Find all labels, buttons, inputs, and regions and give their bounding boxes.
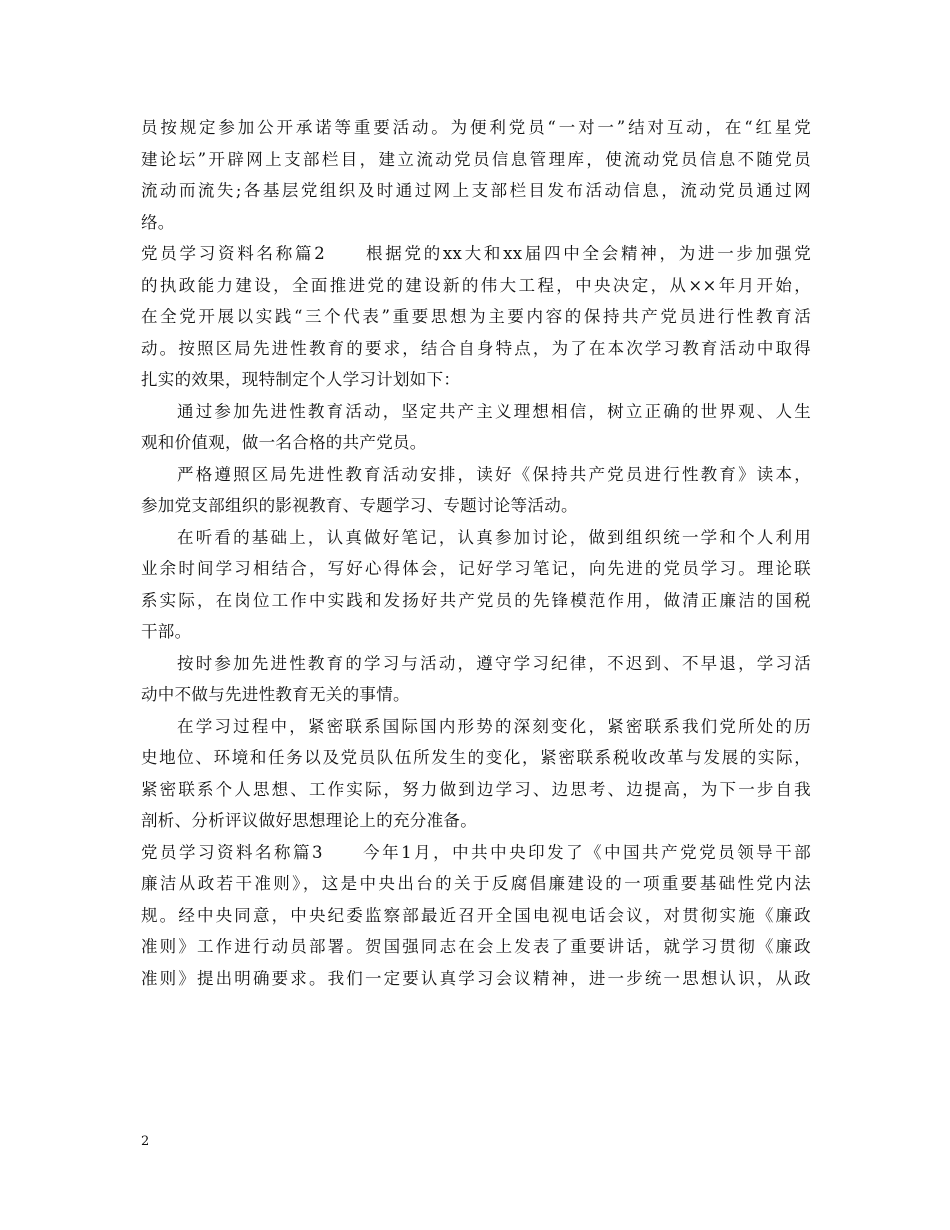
text-line: 络。 [141, 212, 175, 232]
text-line: 参加党支部组织的影视教育、专题学习、专题讨论等活动。 [141, 496, 578, 515]
text-line: 规。经中央同意，中央纪委监察部最近召开全国电视电话会议，对贯彻实施《廉政 [141, 905, 811, 925]
text-line: 的执政能力建设，全面推进党的建设新的伟大工程，中央决定，从××年月开始， [141, 275, 811, 295]
text-line: 建论坛”开辟网上支部栏目，建立流动党员信息管理库，使流动党员信息不随党员 [141, 149, 811, 169]
text-line: 扎实的效果，现特制定个人学习计划如下： [141, 370, 461, 389]
text-line: 在全党开展以实践“三个代表”重要思想为主要内容的保持共产党员进行性教育活 [141, 307, 811, 326]
text-line: 廉洁从政若干准则》，这是中央出台的关于反腐倡廉建设的一项重要基础性党内法 [141, 874, 811, 893]
text-line: 动中不做与先进性教育无关的事情。 [141, 685, 410, 704]
section-heading-line: 党员学习资料名称篇3 今年1月，中共中央印发了《中国共产党党员领导干部 [141, 842, 811, 862]
text-line: 在学习过程中，紧密联系国际国内形势的深刻变化，紧密联系我们党所处的历 [177, 716, 811, 736]
page-number: 2 [141, 1134, 150, 1149]
section-heading-line: 党员学习资料名称篇2 根据党的xx大和xx届四中全会精神，为进一步加强党 [141, 244, 811, 263]
text-line: 流动而流失;各基层党组织及时通过网上支部栏目发布活动信息，流动党员通过网 [141, 181, 811, 200]
text-line: 准则》提出明确要求。我们一定要认真学习会议精神，进一步统一思想认识，从政 [141, 968, 811, 988]
text-line: 业余时间学习相结合，写好心得体会，记好学习笔记，向先进的党员学习。理论联 [141, 559, 811, 578]
text-line: 史地位、环境和任务以及党员队伍所发生的变化，紧密联系税收改革与发展的实际， [141, 748, 811, 767]
text-line: 准则》工作进行动员部署。贺国强同志在会上发表了重要讲话，就学习贯彻《廉政 [141, 937, 811, 956]
text-line: 剖析、分析评议做好思想理论上的充分准备。 [141, 811, 477, 830]
text-line: 观和价值观，做一名合格的共产党员。 [141, 433, 427, 452]
text-line: 通过参加先进性教育活动，坚定共产主义理想相信，树立正确的世界观、人生 [177, 401, 811, 421]
text-line: 动。按照区局先进性教育的要求，结合自身特点，为了在本次学习教育活动中取得 [141, 338, 811, 358]
text-line: 按时参加先进性教育的学习与活动，遵守学习纪律，不迟到、不早退，学习活 [177, 653, 811, 673]
text-line: 紧密联系个人思想、工作实际，努力做到边学习、边思考、边提高，为下一步自我 [141, 779, 811, 799]
text-line: 员按规定参加公开承诺等重要活动。为便利党员“一对一”结对互动，在“红星党 [141, 118, 811, 137]
text-line: 干部。 [141, 622, 192, 641]
text-line: 系实际，在岗位工作中实践和发扬好共产党员的先锋模范作用，做清正廉洁的国税 [141, 590, 811, 610]
text-line: 在听看的基础上，认真做好笔记，认真参加讨论，做到组织统一学和个人利用 [177, 527, 811, 547]
text-line: 严格遵照区局先进性教育活动安排，读好《保持共产党员进行性教育》读本， [177, 464, 811, 484]
document-body [141, 112, 811, 994]
